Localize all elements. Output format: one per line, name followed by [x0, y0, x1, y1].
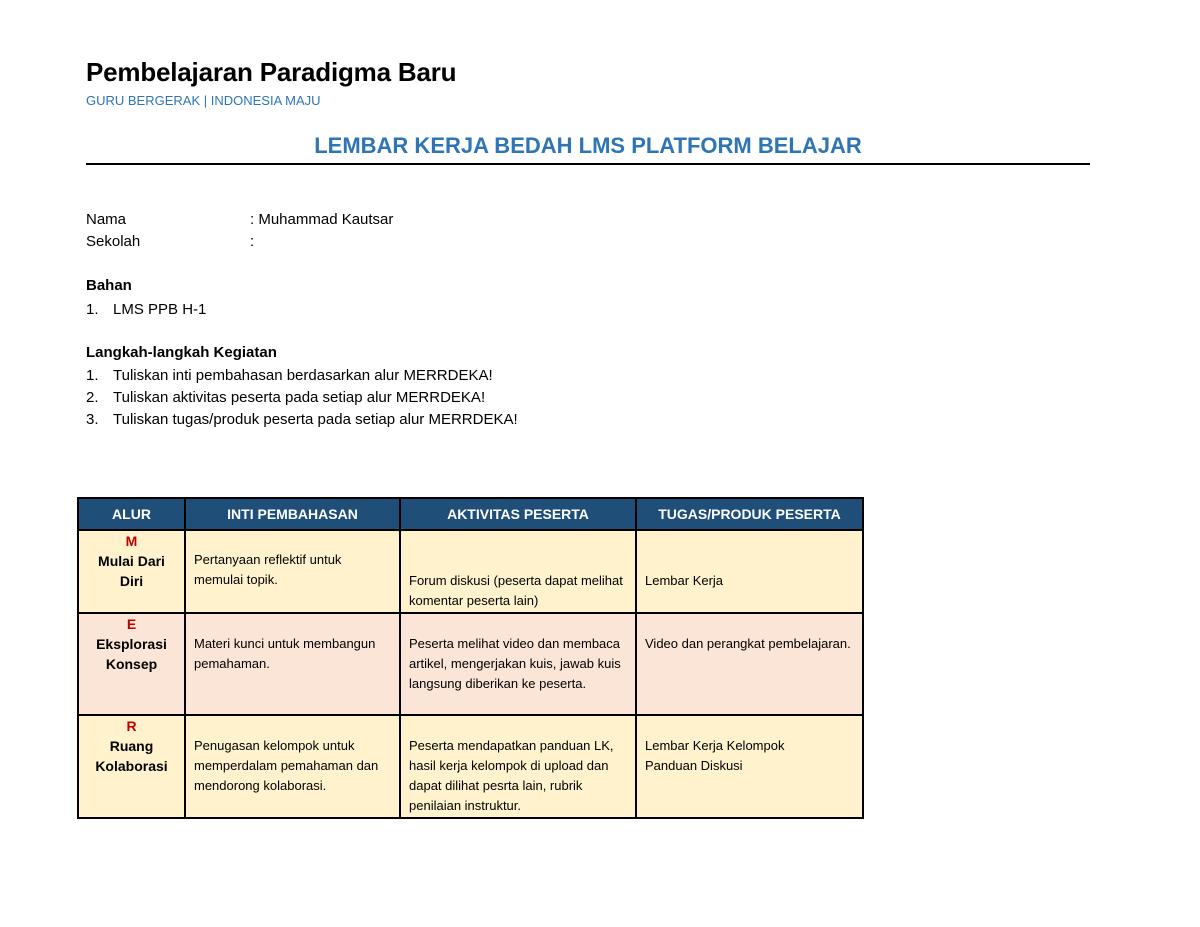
materials-item	[86, 301, 206, 318]
school-label: Sekolah	[86, 233, 141, 250]
table-header-row	[78, 498, 863, 530]
column-header-inti: INTI PEMBAHASAN	[185, 498, 400, 530]
list-text: Tuliskan tugas/produk peserta pada setiap alur MERRDEKA!	[113, 411, 518, 428]
tugas-cell	[636, 530, 863, 613]
alur-name-line: Kolaborasi	[95, 758, 168, 774]
tugas-text: Lembar Kerja Kelompok	[645, 738, 785, 753]
inti-cell	[185, 613, 400, 715]
aktivitas-cell	[400, 530, 636, 613]
aktivitas-text: Forum diskusi (peserta dapat melihat komentar peserta lain)	[409, 573, 623, 608]
name-label: Nama	[86, 211, 127, 228]
identity-school-row	[86, 233, 254, 250]
column-header-aktivitas: AKTIVITAS PESERTA	[400, 498, 636, 530]
list-number: 2.	[86, 389, 99, 406]
aktivitas-text: Peserta melihat video dan membaca artikel, mengerjakan kuis, jawab kuis langsung diberikan ke peserta.	[409, 636, 621, 691]
alur-letter: R	[126, 718, 137, 734]
steps-item	[86, 411, 518, 428]
name-value: : Muhammad Kautsar	[250, 211, 394, 228]
tugas-cell	[636, 715, 863, 818]
table-row	[78, 613, 863, 715]
aktivitas-text: Peserta mendapatkan panduan LK, hasil kerja kelompok di upload dan dapat dilihat pesrta lain, rubrik penilaian instruktur.	[409, 738, 614, 813]
page-subtitle: GURU BERGERAK | INDONESIA MAJU	[86, 93, 321, 108]
inti-text: Materi kunci untuk membangun pemahaman.	[194, 636, 376, 671]
list-text: LMS PPB H-1	[113, 301, 207, 318]
alur-letter: M	[125, 533, 138, 549]
alur-name-line: Eksplorasi	[96, 636, 167, 652]
alur-name-line: Mulai Dari	[98, 553, 165, 569]
tugas-text: Lembar Kerja	[645, 573, 724, 588]
materials-heading: Bahan	[86, 277, 132, 294]
alur-letter: E	[126, 616, 137, 632]
column-header-tugas: TUGAS/PRODUK PESERTA	[636, 498, 863, 530]
steps-item	[86, 389, 485, 406]
alur-name-line: Diri	[119, 573, 144, 589]
inti-cell	[185, 715, 400, 818]
sheet-title: LEMBAR KERJA BEDAH LMS PLATFORM BELAJAR	[314, 133, 862, 158]
alur-cell	[78, 715, 185, 818]
alur-cell	[78, 613, 185, 715]
tugas-text: Video dan perangkat pembelajaran.	[645, 636, 851, 651]
inti-text: Pertanyaan reflektif untuk memulai topik.	[194, 552, 342, 587]
tugas-cell	[636, 613, 863, 715]
list-number: 1.	[86, 301, 99, 318]
inti-cell	[185, 530, 400, 613]
list-text: Tuliskan aktivitas peserta pada setiap alur MERRDEKA!	[113, 389, 486, 406]
alur-cell	[78, 530, 185, 613]
tugas-text: Panduan Diskusi	[645, 758, 743, 773]
aktivitas-cell	[400, 715, 636, 818]
table-row	[78, 715, 863, 818]
list-text: Tuliskan inti pembahasan berdasarkan alur MERRDEKA!	[113, 367, 493, 384]
identity-name-row	[86, 211, 393, 228]
alur-name-line: Konsep	[105, 656, 158, 672]
column-header-alur: ALUR	[78, 498, 185, 530]
title-divider	[86, 163, 1090, 165]
table-row	[78, 530, 863, 613]
alur-name-line: Ruang	[109, 738, 154, 754]
list-number: 1.	[86, 367, 99, 384]
merrdeka-table	[77, 497, 864, 819]
steps-item	[86, 367, 493, 384]
page-title: Pembelajaran Paradigma Baru	[86, 57, 457, 87]
list-number: 3.	[86, 411, 99, 428]
aktivitas-cell	[400, 613, 636, 715]
steps-heading: Langkah-langkah Kegiatan	[86, 344, 277, 361]
school-value: :	[250, 233, 255, 250]
inti-text: Penugasan kelompok untuk memperdalam pemahaman dan mendorong kolaborasi.	[194, 738, 379, 793]
